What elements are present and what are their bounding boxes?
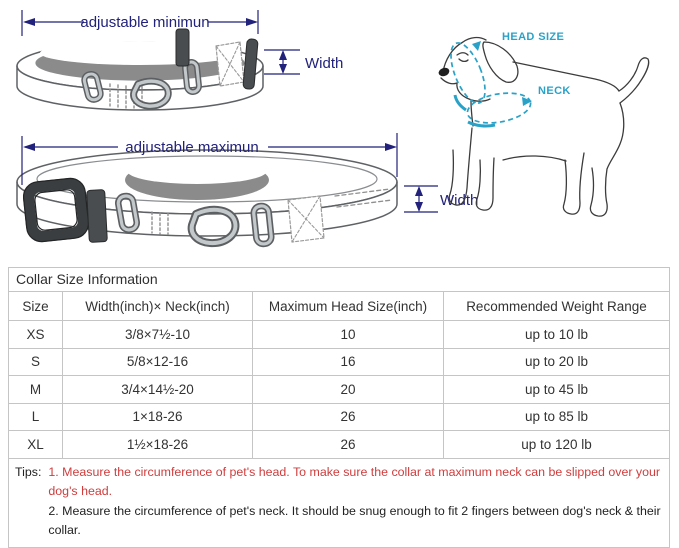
- cell-size: L: [9, 403, 63, 431]
- table-row: [9, 403, 670, 431]
- col-header-size: Size: [9, 292, 63, 321]
- dog-illustration: [437, 38, 648, 217]
- cell-head-size: 26: [253, 431, 444, 459]
- cell-width-neck: 1½×18-26: [63, 431, 253, 459]
- collar-min-diagram: [17, 29, 263, 110]
- collar-min-slider: [176, 29, 189, 66]
- cell-size: XL: [9, 431, 63, 459]
- col-header-width-neck: Width(inch)× Neck(inch): [63, 292, 253, 321]
- tips-section: [8, 459, 670, 548]
- col-header-head-size: Maximum Head Size(inch): [253, 292, 444, 321]
- diagram-area: [0, 0, 679, 264]
- table-row: [9, 348, 670, 376]
- adjustable-minimum-label: adjustable minimun: [80, 14, 210, 31]
- dog-nose: [437, 66, 450, 77]
- tip-1: 1. Measure the circumference of pet's head. To make sure the collar at maximum neck can be slipped over your dog's head.: [48, 464, 661, 498]
- cell-weight: up to 120 lb: [444, 431, 670, 459]
- cell-head-size: 26: [253, 403, 444, 431]
- neck-label: NECK: [538, 85, 571, 97]
- cell-weight: up to 20 lb: [444, 348, 670, 376]
- cell-width-neck: 3/8×7½-10: [63, 321, 253, 349]
- dog-eye: [457, 53, 468, 55]
- stitched-panel: [288, 196, 324, 242]
- table-title: Collar Size Information: [8, 267, 670, 291]
- tips-label: Tips:: [15, 464, 42, 479]
- cell-width-neck: 1×18-26: [63, 403, 253, 431]
- collar-max-slider: [87, 190, 108, 243]
- cell-size: S: [9, 348, 63, 376]
- width-annotation-max: [404, 186, 438, 212]
- tip-2: 2. Measure the circumference of pet's neck. It should be snug enough to fit 2 fingers between dog's neck & their collar.: [48, 503, 661, 537]
- tips-lines: [48, 463, 663, 541]
- cell-weight: up to 85 lb: [444, 403, 670, 431]
- cell-width-neck: 5/8×12-16: [63, 348, 253, 376]
- stitched-panel: [216, 42, 244, 86]
- collar-max-diagram: [17, 150, 397, 245]
- table-row: [9, 376, 670, 404]
- cell-size: M: [9, 376, 63, 404]
- size-table: [8, 291, 670, 459]
- table-header-row: [9, 292, 670, 321]
- dog-belly: [503, 156, 566, 161]
- head-size-label: HEAD SIZE: [502, 31, 565, 43]
- neck-loop: [465, 89, 533, 128]
- dog-mouth: [441, 78, 457, 84]
- width-label-min: Width: [305, 55, 344, 72]
- cell-head-size: 16: [253, 348, 444, 376]
- width-label-max: Width: [440, 192, 479, 209]
- table-row: [9, 431, 670, 459]
- cell-width-neck: 3/4×14½-20: [63, 376, 253, 404]
- cell-weight: up to 45 lb: [444, 376, 670, 404]
- table-row: [9, 321, 670, 349]
- dog-front-leg-far: [476, 158, 494, 210]
- dog-hind-leg-far: [563, 153, 584, 214]
- dog-hind-leg-near: [590, 103, 623, 216]
- cell-head-size: 20: [253, 376, 444, 404]
- collar-size-info-panel: [8, 267, 670, 548]
- cell-size: XS: [9, 321, 63, 349]
- dog-tail: [619, 58, 649, 103]
- width-annotation-min: [264, 50, 300, 74]
- adjustable-maximum-label: adjustable maximun: [125, 139, 259, 156]
- cell-head-size: 10: [253, 321, 444, 349]
- cell-weight: up to 10 lb: [444, 321, 670, 349]
- col-header-weight: Recommended Weight Range: [444, 292, 670, 321]
